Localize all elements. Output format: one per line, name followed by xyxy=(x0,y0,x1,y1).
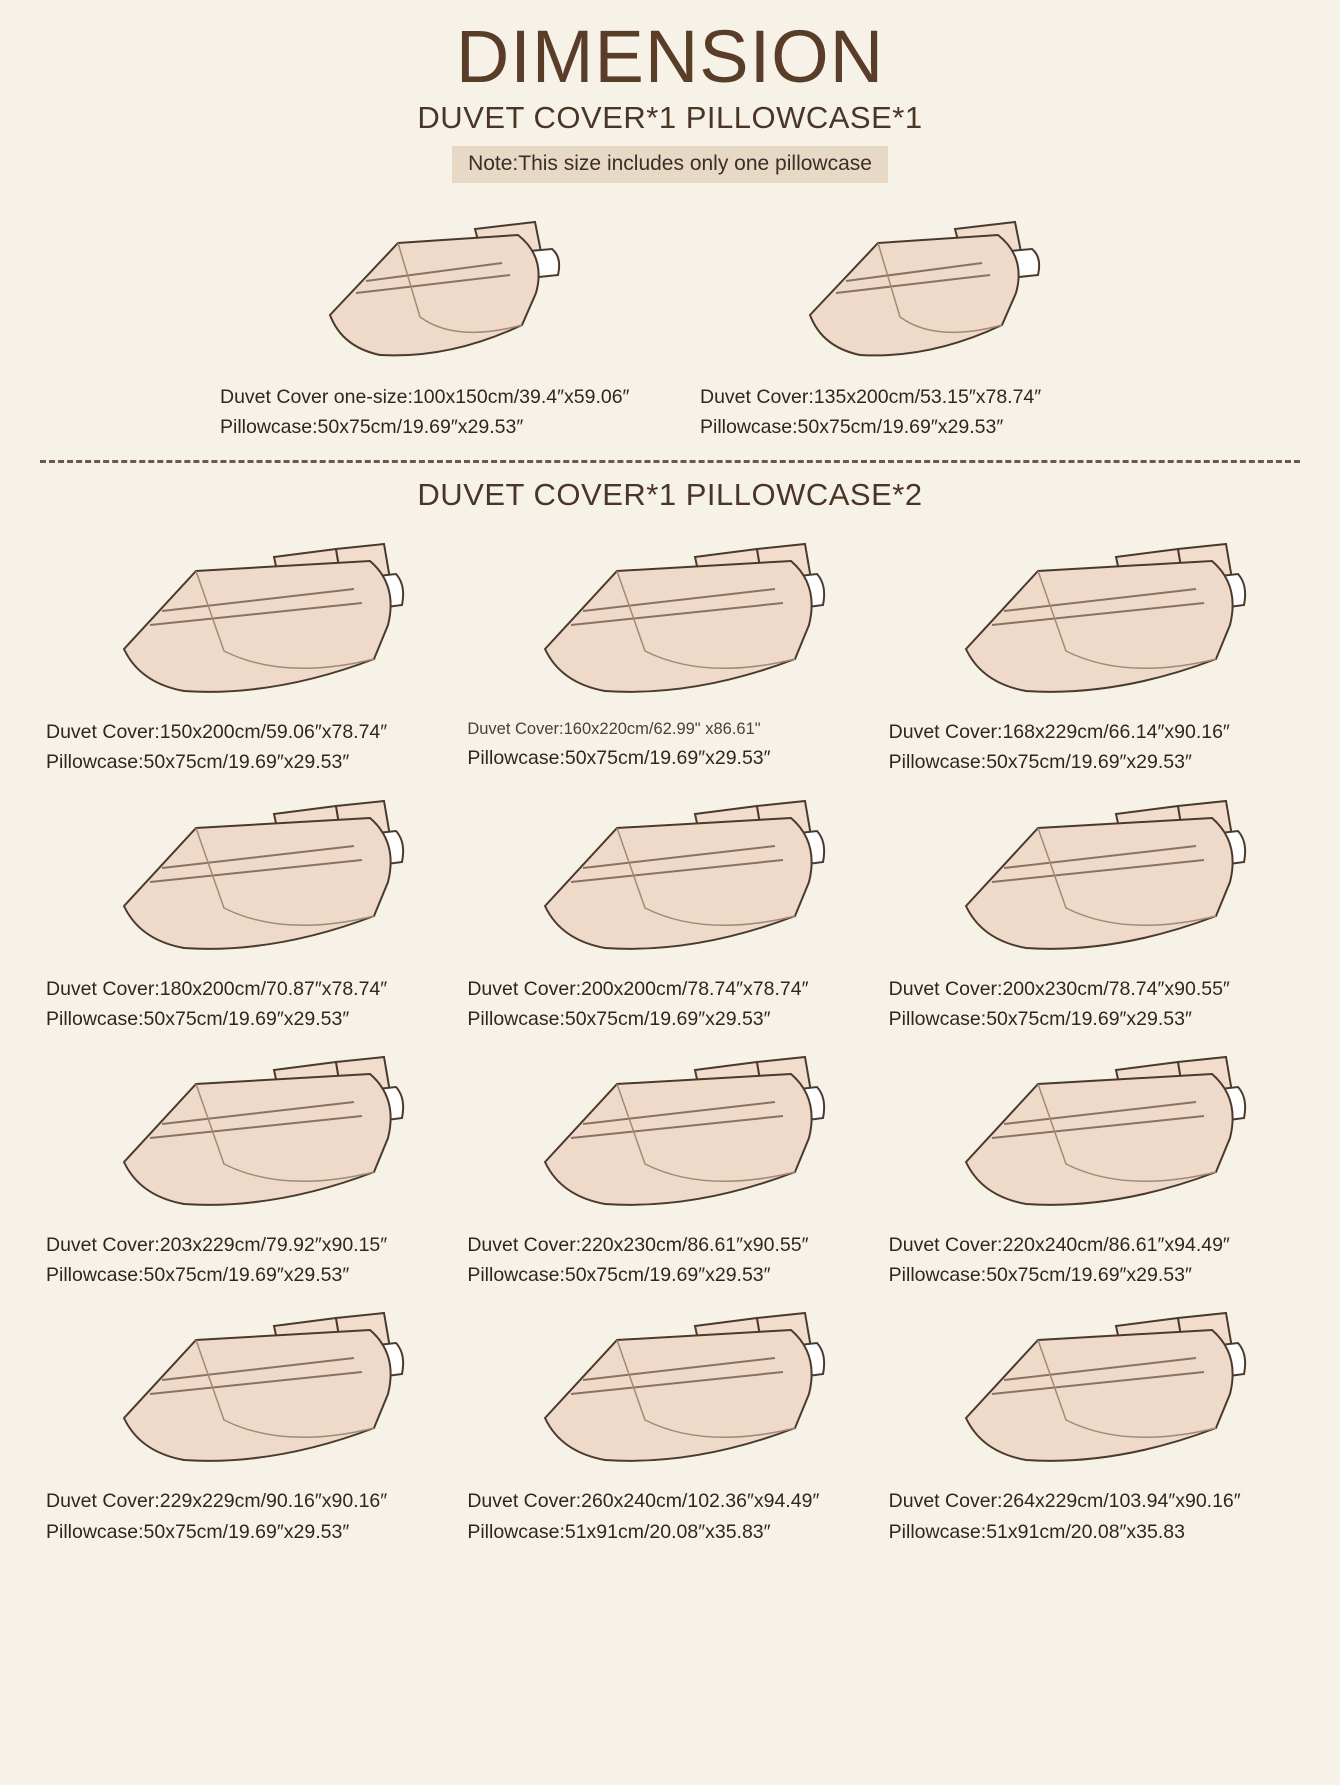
pillowcase-size-label: Pillowcase:50x75cm/19.69″x29.53″ xyxy=(888,751,1192,774)
bed-illustration xyxy=(270,197,590,382)
pillowcase-size-label: Pillowcase:50x75cm/19.69″x29.53″ xyxy=(467,746,771,769)
bed-illustration xyxy=(505,1040,835,1230)
caption-box xyxy=(38,974,459,1034)
duvet-size-label: Duvet Cover:220x230cm/86.61″x90.55″ xyxy=(467,1234,809,1256)
dimension-card xyxy=(881,784,1302,1034)
caption-box xyxy=(459,1486,880,1546)
bed-illustration xyxy=(505,527,835,717)
bed-icon xyxy=(926,784,1256,974)
pillowcase-size-label: Pillowcase:50x75cm/19.69″x29.53″ xyxy=(700,415,1004,438)
caption-box xyxy=(459,717,880,773)
pillowcase-size-label: Pillowcase:50x75cm/19.69″x29.53″ xyxy=(220,415,524,438)
bed-icon xyxy=(84,527,414,717)
note-container xyxy=(0,146,1340,183)
dimension-card xyxy=(38,1040,459,1290)
dimension-card xyxy=(881,1296,1302,1546)
bed-illustration xyxy=(84,1296,414,1486)
dimension-card xyxy=(220,197,640,442)
pillowcase-size-label: Pillowcase:50x75cm/19.69″x29.53″ xyxy=(46,751,350,774)
caption-box xyxy=(459,974,880,1034)
bed-icon xyxy=(926,1040,1256,1230)
bed-illustration xyxy=(84,527,414,717)
caption-box xyxy=(700,382,1041,442)
duvet-size-label: Duvet Cover:150x200cm/59.06″x78.74″ xyxy=(46,721,388,744)
caption-box xyxy=(38,717,459,777)
pillowcase-size-label: Pillowcase:50x75cm/19.69″x29.53″ xyxy=(46,1520,350,1543)
page-title: DIMENSION xyxy=(455,15,885,98)
bed-icon xyxy=(505,1296,835,1486)
caption-box xyxy=(881,974,1302,1034)
caption-box xyxy=(38,1486,459,1546)
bed-illustration xyxy=(926,1040,1256,1230)
dimension-card xyxy=(700,197,1120,442)
dimension-card xyxy=(38,1296,459,1546)
duvet-size-label: Duvet Cover one-size:100x150cm/39.4″x59.06″ xyxy=(220,385,630,408)
bed-icon xyxy=(750,197,1070,382)
dimension-card xyxy=(881,527,1302,777)
bed-icon xyxy=(505,784,835,974)
header-subtitle: DUVET COVER*1 PILLOWCASE*1 xyxy=(417,99,923,135)
dimension-card xyxy=(459,1040,880,1290)
duvet-size-label: Duvet Cover:229x229cm/90.16″x90.16″ xyxy=(46,1490,388,1513)
duvet-size-label: Duvet Cover:200x200cm/78.74″x78.74″ xyxy=(467,977,809,1000)
bed-illustration xyxy=(505,1296,835,1486)
bed-icon xyxy=(84,784,414,974)
bed-icon xyxy=(505,1040,835,1230)
caption-box xyxy=(459,1230,880,1290)
duvet-size-label: Duvet Cover:135x200cm/53.15″x78.74″ xyxy=(700,385,1042,408)
bed-icon xyxy=(84,1296,414,1486)
bed-icon xyxy=(84,1040,414,1230)
caption-box xyxy=(220,382,629,442)
bed-illustration xyxy=(926,527,1256,717)
pillowcase-size-label: Pillowcase:50x75cm/19.69″x29.53″ xyxy=(46,1264,350,1287)
pillowcase-size-label: Pillowcase:50x75cm/19.69″x29.53″ xyxy=(46,1007,350,1030)
pillowcase-size-label: Pillowcase:50x75cm/19.69″x29.53″ xyxy=(888,1264,1192,1287)
duvet-size-label: Duvet Cover:180x200cm/70.87″x78.74″ xyxy=(46,977,388,1000)
bed-illustration xyxy=(926,1296,1256,1486)
caption-box xyxy=(881,1486,1302,1546)
bed-illustration xyxy=(926,784,1256,974)
bed-illustration xyxy=(505,784,835,974)
duvet-size-label: Duvet Cover:260x240cm/102.36″x94.49″ xyxy=(467,1490,820,1513)
dimension-card xyxy=(38,784,459,1034)
duvet-size-label: Duvet Cover:200x230cm/78.74″x90.55″ xyxy=(888,977,1230,1000)
duvet-size-label: Duvet Cover:168x229cm/66.14″x90.16″ xyxy=(888,721,1230,744)
bed-icon xyxy=(270,197,590,382)
dimension-card xyxy=(459,527,880,777)
bed-illustration xyxy=(750,197,1070,382)
section-title: DUVET COVER*1 PILLOWCASE*2 xyxy=(417,477,923,513)
caption-box xyxy=(881,717,1302,777)
bed-icon xyxy=(505,527,835,717)
pillowcase-size-label: Pillowcase:51x91cm/20.08″x35.83″ xyxy=(467,1520,771,1543)
duvet-size-label: Duvet Cover:220x240cm/86.61″x94.49″ xyxy=(888,1234,1230,1256)
caption-box xyxy=(881,1230,1302,1290)
bed-icon xyxy=(926,1296,1256,1486)
dimension-card xyxy=(881,1040,1302,1290)
duvet-size-label: Duvet Cover:160x220cm/62.99" x86.61" xyxy=(467,720,761,739)
note-badge: Note:This size includes only one pillowcase xyxy=(452,146,888,183)
dimension-card xyxy=(38,527,459,777)
duvet-size-label: Duvet Cover:203x229cm/79.92″x90.15″ xyxy=(46,1234,388,1256)
bed-illustration xyxy=(84,1040,414,1230)
dimension-card xyxy=(459,1296,880,1546)
dimension-grid xyxy=(0,527,1340,1547)
section-divider xyxy=(40,460,1300,463)
pillowcase-size-label: Pillowcase:50x75cm/19.69″x29.53″ xyxy=(467,1264,771,1287)
dimension-card xyxy=(459,784,880,1034)
pillowcase-size-label: Pillowcase:50x75cm/19.69″x29.53″ xyxy=(467,1007,771,1030)
caption-box xyxy=(38,1230,459,1290)
top-section xyxy=(0,197,1340,442)
bed-illustration xyxy=(84,784,414,974)
pillowcase-size-label: Pillowcase:50x75cm/19.69″x29.53″ xyxy=(888,1007,1192,1030)
duvet-size-label: Duvet Cover:264x229cm/103.94″x90.16″ xyxy=(888,1490,1241,1513)
bed-icon xyxy=(926,527,1256,717)
pillowcase-size-label: Pillowcase:51x91cm/20.08″x35.83 xyxy=(888,1520,1185,1543)
